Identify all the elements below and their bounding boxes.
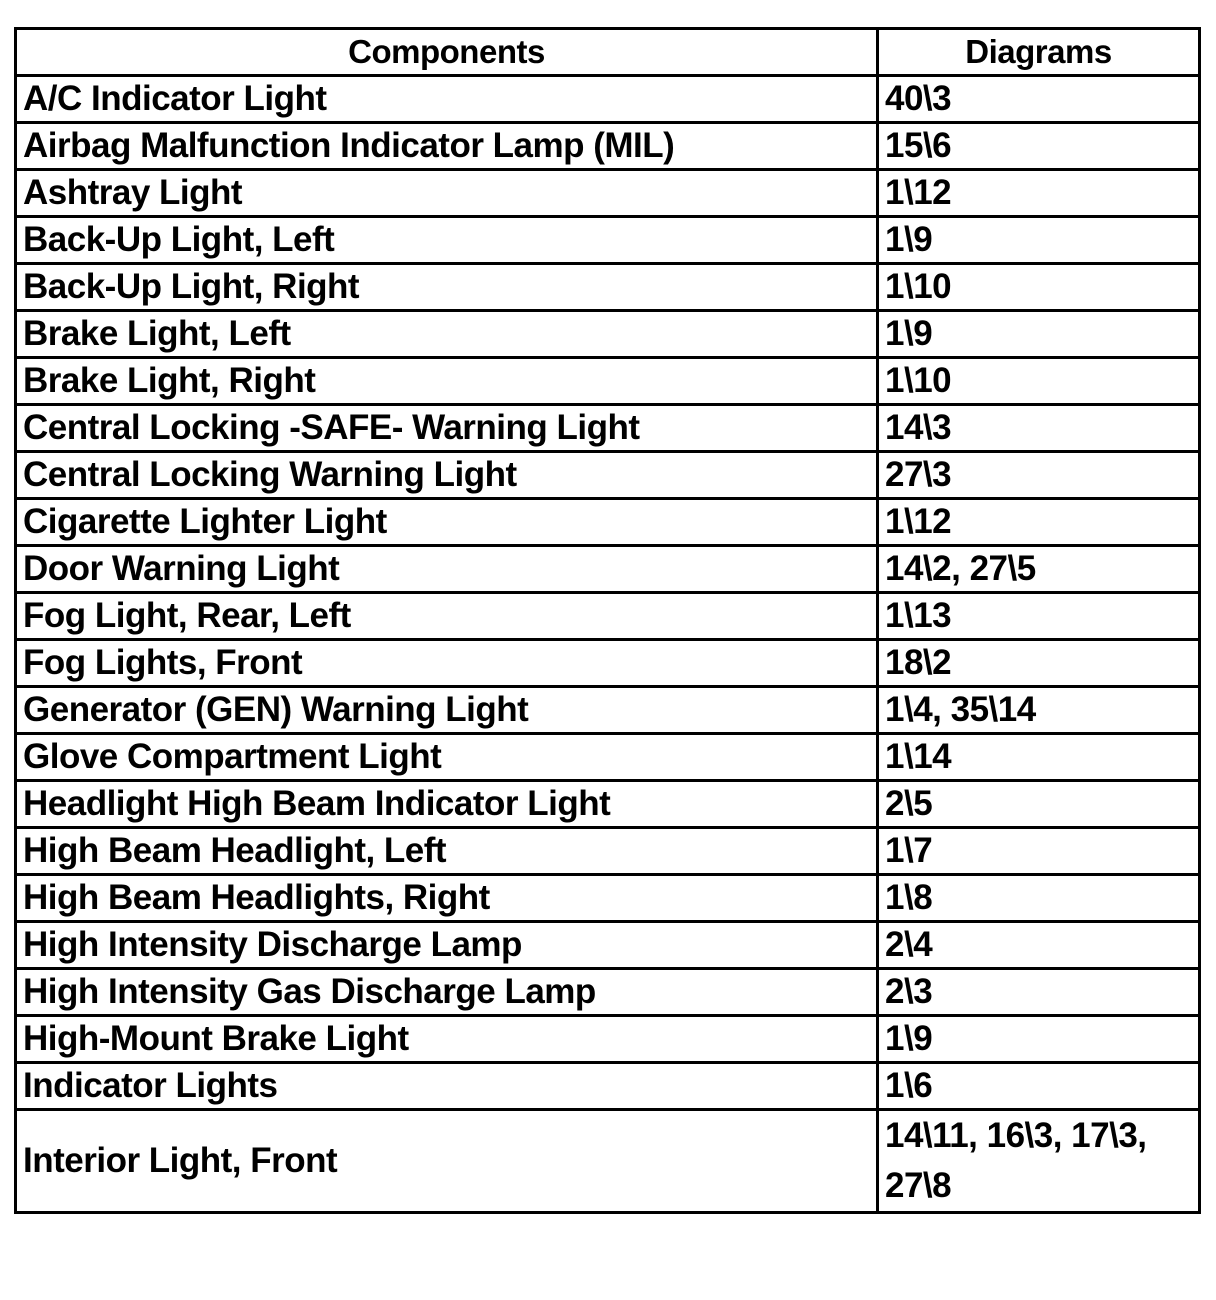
component-cell: Headlight High Beam Indicator Light [16,781,878,828]
table-row [16,969,1200,1016]
table-row [16,546,1200,593]
table-row [16,217,1200,264]
component-cell: Brake Light, Left [16,311,878,358]
table-row [16,1016,1200,1063]
component-cell: Ashtray Light [16,170,878,217]
diagram-cell: 2\3 [878,969,1200,1016]
component-cell: Airbag Malfunction Indicator Lamp (MIL) [16,123,878,170]
table-row [16,781,1200,828]
diagram-cell: 27\3 [878,452,1200,499]
diagram-cell: 18\2 [878,640,1200,687]
table-row [16,593,1200,640]
diagram-cell: 1\10 [878,264,1200,311]
component-cell: High Intensity Discharge Lamp [16,922,878,969]
components-header: Components [16,29,878,76]
component-cell: Interior Light, Front [16,1110,878,1213]
table-row [16,499,1200,546]
diagram-cell: 1\14 [878,734,1200,781]
component-cell: Back-Up Light, Left [16,217,878,264]
table-row [16,1063,1200,1110]
diagram-cell: 1\7 [878,828,1200,875]
component-cell: Generator (GEN) Warning Light [16,687,878,734]
table-row [16,875,1200,922]
table-row [16,123,1200,170]
table-row [16,734,1200,781]
diagram-cell: 1\8 [878,875,1200,922]
component-cell: Cigarette Lighter Light [16,499,878,546]
table-row [16,264,1200,311]
diagram-cell: 1\9 [878,1016,1200,1063]
component-cell: Door Warning Light [16,546,878,593]
component-cell: Back-Up Light, Right [16,264,878,311]
diagram-cell: 14\2, 27\5 [878,546,1200,593]
diagram-cell: 1\6 [878,1063,1200,1110]
table-row [16,405,1200,452]
component-cell: Fog Light, Rear, Left [16,593,878,640]
table-row [16,1110,1200,1213]
table-row [16,452,1200,499]
diagram-cell: 1\9 [878,217,1200,264]
diagram-cell: 1\10 [878,358,1200,405]
component-cell: High-Mount Brake Light [16,1016,878,1063]
table-row [16,311,1200,358]
table-row [16,358,1200,405]
component-cell: Central Locking -SAFE- Warning Light [16,405,878,452]
table-row [16,76,1200,123]
component-cell: High Beam Headlight, Left [16,828,878,875]
component-cell: Indicator Lights [16,1063,878,1110]
diagram-cell: 15\6 [878,123,1200,170]
component-cell: Glove Compartment Light [16,734,878,781]
diagram-cell: 1\9 [878,311,1200,358]
table-row [16,922,1200,969]
components-table [14,27,1201,1214]
diagram-cell: 40\3 [878,76,1200,123]
component-cell: A/C Indicator Light [16,76,878,123]
component-cell: Central Locking Warning Light [16,452,878,499]
diagram-cell: 1\4, 35\14 [878,687,1200,734]
table-row [16,687,1200,734]
component-cell: High Beam Headlights, Right [16,875,878,922]
diagram-cell: 1\12 [878,499,1200,546]
table-row [16,828,1200,875]
table-row [16,640,1200,687]
component-cell: Brake Light, Right [16,358,878,405]
component-cell: Fog Lights, Front [16,640,878,687]
diagram-cell: 1\12 [878,170,1200,217]
diagram-cell: 2\5 [878,781,1200,828]
table-row [16,170,1200,217]
component-cell: High Intensity Gas Discharge Lamp [16,969,878,1016]
diagrams-header: Diagrams [878,29,1200,76]
header-row [16,29,1200,76]
diagram-cell: 14\3 [878,405,1200,452]
diagram-cell: 2\4 [878,922,1200,969]
diagram-cell: 14\11, 16\3, 17\3, 27\8 [878,1110,1200,1213]
diagram-cell: 1\13 [878,593,1200,640]
